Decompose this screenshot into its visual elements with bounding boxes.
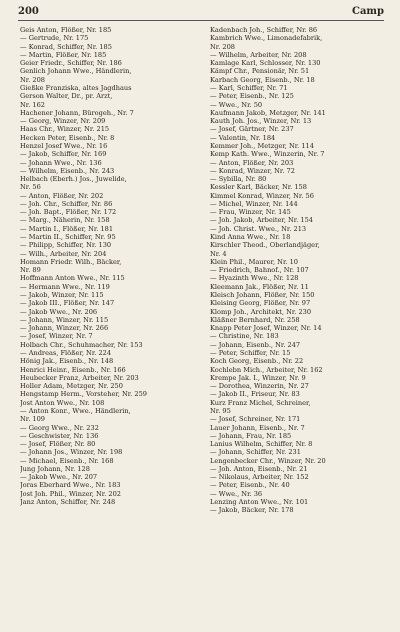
- directory-entry: — Peter, Eisenb., Nr. 125: [210, 92, 294, 101]
- directory-entry: — Gertrude, Nr. 175: [20, 34, 89, 43]
- directory-entry: — Joh. Jakob, Arbeiter, Nr. 154: [210, 216, 313, 225]
- directory-entry: — Frau, Winzer, Nr. 145: [210, 208, 291, 217]
- directory-entry: Hönig Jak., Eisenb., Nr. 148: [20, 357, 114, 366]
- directory-entry: Nr. 95: [210, 406, 231, 415]
- directory-entry: — Jakob, Winzer, Nr. 115: [20, 291, 104, 299]
- directory-entry: — Konrad, Winzer, Nr. 72: [210, 166, 295, 175]
- directory-entry: Kemp Kath. Wwe., Winzerin, Nr. 7: [210, 150, 325, 159]
- directory-entry: Kämpf Chr., Pensionär, Nr. 51: [210, 67, 310, 76]
- directory-entry: — Jakob II., Friseur, Nr. 83: [210, 390, 300, 399]
- directory-entry: Hengstamp Herm., Vorsteher, Nr. 259: [20, 390, 147, 399]
- directory-entry: — Christine, Nr. 183: [210, 332, 279, 341]
- directory-entry: — Josef, Gärtner, Nr. 237: [210, 125, 294, 134]
- directory-entry: — Wilhelm, Arbeiter, Nr. 208: [210, 50, 307, 59]
- directory-entry: — Georg Wwe., Nr. 232: [20, 423, 99, 432]
- directory-entry: Kleising Georg, Flößer, Nr. 97: [210, 299, 311, 308]
- directory-entry: — Johann, Eisenb., Nr. 247: [210, 340, 301, 349]
- directory-entry: Nr. 208: [210, 42, 235, 51]
- directory-entry: Kimmel Konrad, Winzer, Nr. 56: [210, 191, 314, 200]
- directory-entry: — Jakob, Schiffer, Nr. 169: [20, 150, 107, 159]
- directory-entry: Nr. 4: [210, 249, 227, 258]
- directory-entry: — Valentin, Nr. 184: [210, 133, 276, 142]
- directory-entry: Klomp Joh., Architekt, Nr. 230: [210, 307, 312, 316]
- directory-entry: — Joh. Anton, Eisenb., Nr. 21: [210, 464, 308, 473]
- directory-entry: Kochlebn Mich., Arbeiter, Nr. 162: [210, 365, 323, 374]
- directory-entry: Nr. 56: [20, 183, 41, 192]
- directory-entry: — Karl, Schiffer, Nr. 71: [210, 83, 288, 92]
- directory-entry: Nr. 89: [20, 266, 41, 275]
- directory-entry: — Geschwister, Nr. 136: [20, 431, 99, 440]
- directory-entry: Kadenbach Joh., Schiffer, Nr. 86: [210, 26, 318, 34]
- directory-entry: — Hyazinth Wwe., Nr. 128: [210, 274, 299, 283]
- page-number: 200: [18, 6, 39, 17]
- directory-entry: Janz Anton, Schiffer, Nr. 248: [20, 498, 116, 507]
- directory-entry: Nr. 208: [20, 75, 45, 84]
- directory-entry: Joras Eberhard Wwe., Nr. 183: [20, 481, 121, 490]
- directory-entry: Kemmer Joh., Metzger, Nr. 114: [210, 141, 314, 150]
- directory-entry: — Peter, Eisenb., Nr. 40: [210, 481, 290, 490]
- directory-entry: Kessler Karl, Bäcker, Nr. 158: [210, 183, 307, 192]
- directory-entry: Lanius Wilhelm, Schiffer, Nr. 8: [210, 440, 313, 449]
- directory-entry: Jung Johann, Nr. 128: [20, 464, 90, 473]
- directory-entry: — Michael, Eisenb., Nr. 168: [20, 456, 114, 465]
- directory-entry: Henrici Heinr., Eisenb., Nr. 166: [20, 365, 126, 374]
- directory-entry: Kleemann Jak., Flößer, Nr. 11: [210, 282, 309, 291]
- directory-entry: — Anton, Flößer, Nr. 203: [210, 158, 294, 167]
- directory-entry: Hachener Johann, Bürogeh., Nr. 7: [20, 108, 134, 117]
- directory-entry: — Anton, Flößer, Nr. 202: [20, 191, 104, 200]
- directory-entry: Kirschler Theod., Oberlandjäger,: [210, 241, 320, 250]
- directory-entry: — Konrad, Schiffer, Nr. 185: [20, 42, 112, 51]
- directory-entry: — Peter, Schiffer, Nr. 15: [210, 348, 291, 357]
- running-head: Camp: [351, 6, 384, 17]
- directory-entry: Knapp Peter Josef, Winzer, Nr. 14: [210, 324, 322, 333]
- directory-entry: — Wwe., Nr. 50: [210, 100, 263, 109]
- directory-entry: Jost Joh. Phil., Winzer, Nr. 202: [20, 489, 121, 498]
- directory-entry: — Wilh., Arbeiter, Nr. 204: [20, 249, 107, 258]
- directory-entry: — Martin, Flößer, Nr. 185: [20, 50, 107, 59]
- directory-entry: — Johann Jos., Winzer, Nr. 198: [20, 448, 123, 457]
- directory-entry: Jost Anton Wwe., Nr. 108: [20, 398, 105, 407]
- directory-entry: — Wwe., Nr. 36: [210, 489, 263, 498]
- directory-entry: Kläßner Bernhard, Nr. 258: [210, 315, 300, 324]
- directory-entry: Homann Friedr. Wilh., Bäcker,: [20, 257, 122, 266]
- page-header: [18, 6, 384, 20]
- directory-entry: — Georg, Winzer, Nr. 209: [20, 117, 106, 126]
- directory-entry: Gießke Franziska, altes Jagdhaus: [20, 83, 132, 92]
- directory-entry: Kamlage Karl, Schlosser, Nr. 130: [210, 59, 321, 68]
- directory-entry: Geis Anton, Flößer, Nr. 185: [20, 26, 112, 34]
- directory-entry: Nr. 109: [20, 415, 45, 424]
- directory-entry: — Johann Wwe., Nr. 136: [20, 158, 102, 167]
- directory-entry: Kambrich Wwe., Limonadefabrik,: [210, 34, 323, 43]
- directory-entry: — Andreas, Flößer, Nr. 224: [20, 348, 112, 357]
- directory-entry: — Johann, Winzer, Nr. 266: [20, 324, 109, 333]
- directory-entry: — Joh. Christ. Wwe., Nr. 213: [210, 224, 307, 233]
- directory-entry: — Philipp, Schiffer, Nr. 130: [20, 241, 112, 250]
- directory-entry: Kleisch Johann, Flößer, Nr. 150: [210, 291, 315, 299]
- directory-entry: — Marg., Näherin, Nr. 158: [20, 216, 110, 225]
- directory-entry: — Joh. Chr., Schiffer, Nr. 86: [20, 199, 113, 208]
- directory-entry: — Josef, Winzer, Nr. 7: [20, 332, 93, 341]
- directory-entry: — Martin II., Schiffer, Nr. 95: [20, 233, 116, 242]
- directory-entry: — Wilhelm, Eisenb., Nr. 243: [20, 166, 115, 175]
- directory-entry: Gerson Walter, Dr., pr. Arzt,: [20, 92, 113, 101]
- directory-entry: — Anton Konr., Wwe., Händlerin,: [20, 406, 131, 415]
- directory-entry: Klein Phil., Maurer, Nr. 10: [210, 257, 298, 266]
- directory-entry: — Jakob Wwe., Nr. 207: [20, 473, 98, 482]
- directory-entry: Nr. 162: [20, 100, 45, 109]
- directory-entry: — Jakob III., Flößer, Nr. 147: [20, 299, 115, 308]
- directory-entry: Holbach Chr., Schuhmacher, Nr. 153: [20, 340, 143, 349]
- directory-entry: — Friedrich, Bahnof., Nr. 107: [210, 266, 309, 275]
- directory-entry: Henzel Josef Wwe., Nr. 16: [20, 141, 108, 150]
- directory-entry: — Nikolaus, Arbeiter, Nr. 152: [210, 473, 309, 482]
- directory-entry: — Dorothea, Winzerin, Nr. 27: [210, 382, 309, 391]
- directory-entry: Kind Anna Wwe., Nr. 18: [210, 233, 291, 242]
- directory-entry: Heubecker Franz, Arbeiter, Nr. 203: [20, 373, 139, 382]
- directory-entry: Lengenbecker Chr., Winzer, Nr. 20: [210, 456, 326, 465]
- directory-entry: Koch Georg, Eisenb., Nr. 22: [210, 357, 304, 366]
- directory-entry: — Jakob Wwe., Nr. 206: [20, 307, 98, 316]
- right-column: [210, 26, 392, 515]
- directory-entry: Karbach Georg, Eisenb., Nr. 18: [210, 75, 315, 84]
- directory-entry: Hecken Peter, Eisenb., Nr. 8: [20, 133, 115, 142]
- directory-entry: — Johann, Schiffer, Nr. 231: [210, 448, 301, 457]
- directory-entry: — Josef, Flößer, Nr. 80: [20, 440, 96, 449]
- directory-entry: Lenzing Anton Wwe., Nr. 101: [210, 498, 309, 507]
- directory-entry: — Michel, Winzer, Nr. 144: [210, 199, 298, 208]
- directory-entry: Krempe Jak. I., Winzer, Nr. 9: [210, 373, 306, 382]
- directory-entry: — Martin I., Flößer, Nr. 181: [20, 224, 114, 233]
- left-column: [20, 26, 202, 506]
- directory-entry: Haas Chr., Winzer, Nr. 215: [20, 125, 110, 134]
- directory-entry: — Joh. Bapt., Flößer, Nr. 172: [20, 208, 117, 217]
- directory-entry: Lauer Johann, Eisenb., Nr. 7: [210, 423, 305, 432]
- directory-entry: — Hermann Wwe., Nr. 119: [20, 282, 110, 291]
- directory-entry: Kaufmann Jakob, Metzger, Nr. 141: [210, 108, 326, 117]
- directory-entry: — Sybilla, Nr. 80: [210, 175, 267, 184]
- directory-entry: Helbach (Eberh.) Jos., Juwelide,: [20, 175, 127, 184]
- directory-entry: Hoffmann Anton Wwe., Nr. 115: [20, 274, 125, 283]
- header-rule: [18, 20, 384, 21]
- directory-entry: — Jakob, Bäcker, Nr. 178: [210, 506, 294, 515]
- directory-entry: — Johann, Frau, Nr. 185: [210, 431, 292, 440]
- directory-entry: Kurz Franz Michel, Schreiner,: [210, 398, 311, 407]
- directory-entry: Kauth Joh. Jos., Winzer, Nr. 13: [210, 117, 312, 126]
- directory-entry: — Josef, Schreiner, Nr. 171: [210, 415, 301, 424]
- directory-entry: Geier Friedr., Schiffer, Nr. 186: [20, 59, 122, 68]
- directory-entry: Genlich Johann Wwe., Händlerin,: [20, 67, 132, 76]
- directory-entry: Holler Adam, Metzger, Nr. 250: [20, 382, 123, 391]
- directory-entry: — Johann, Winzer, Nr. 115: [20, 315, 109, 324]
